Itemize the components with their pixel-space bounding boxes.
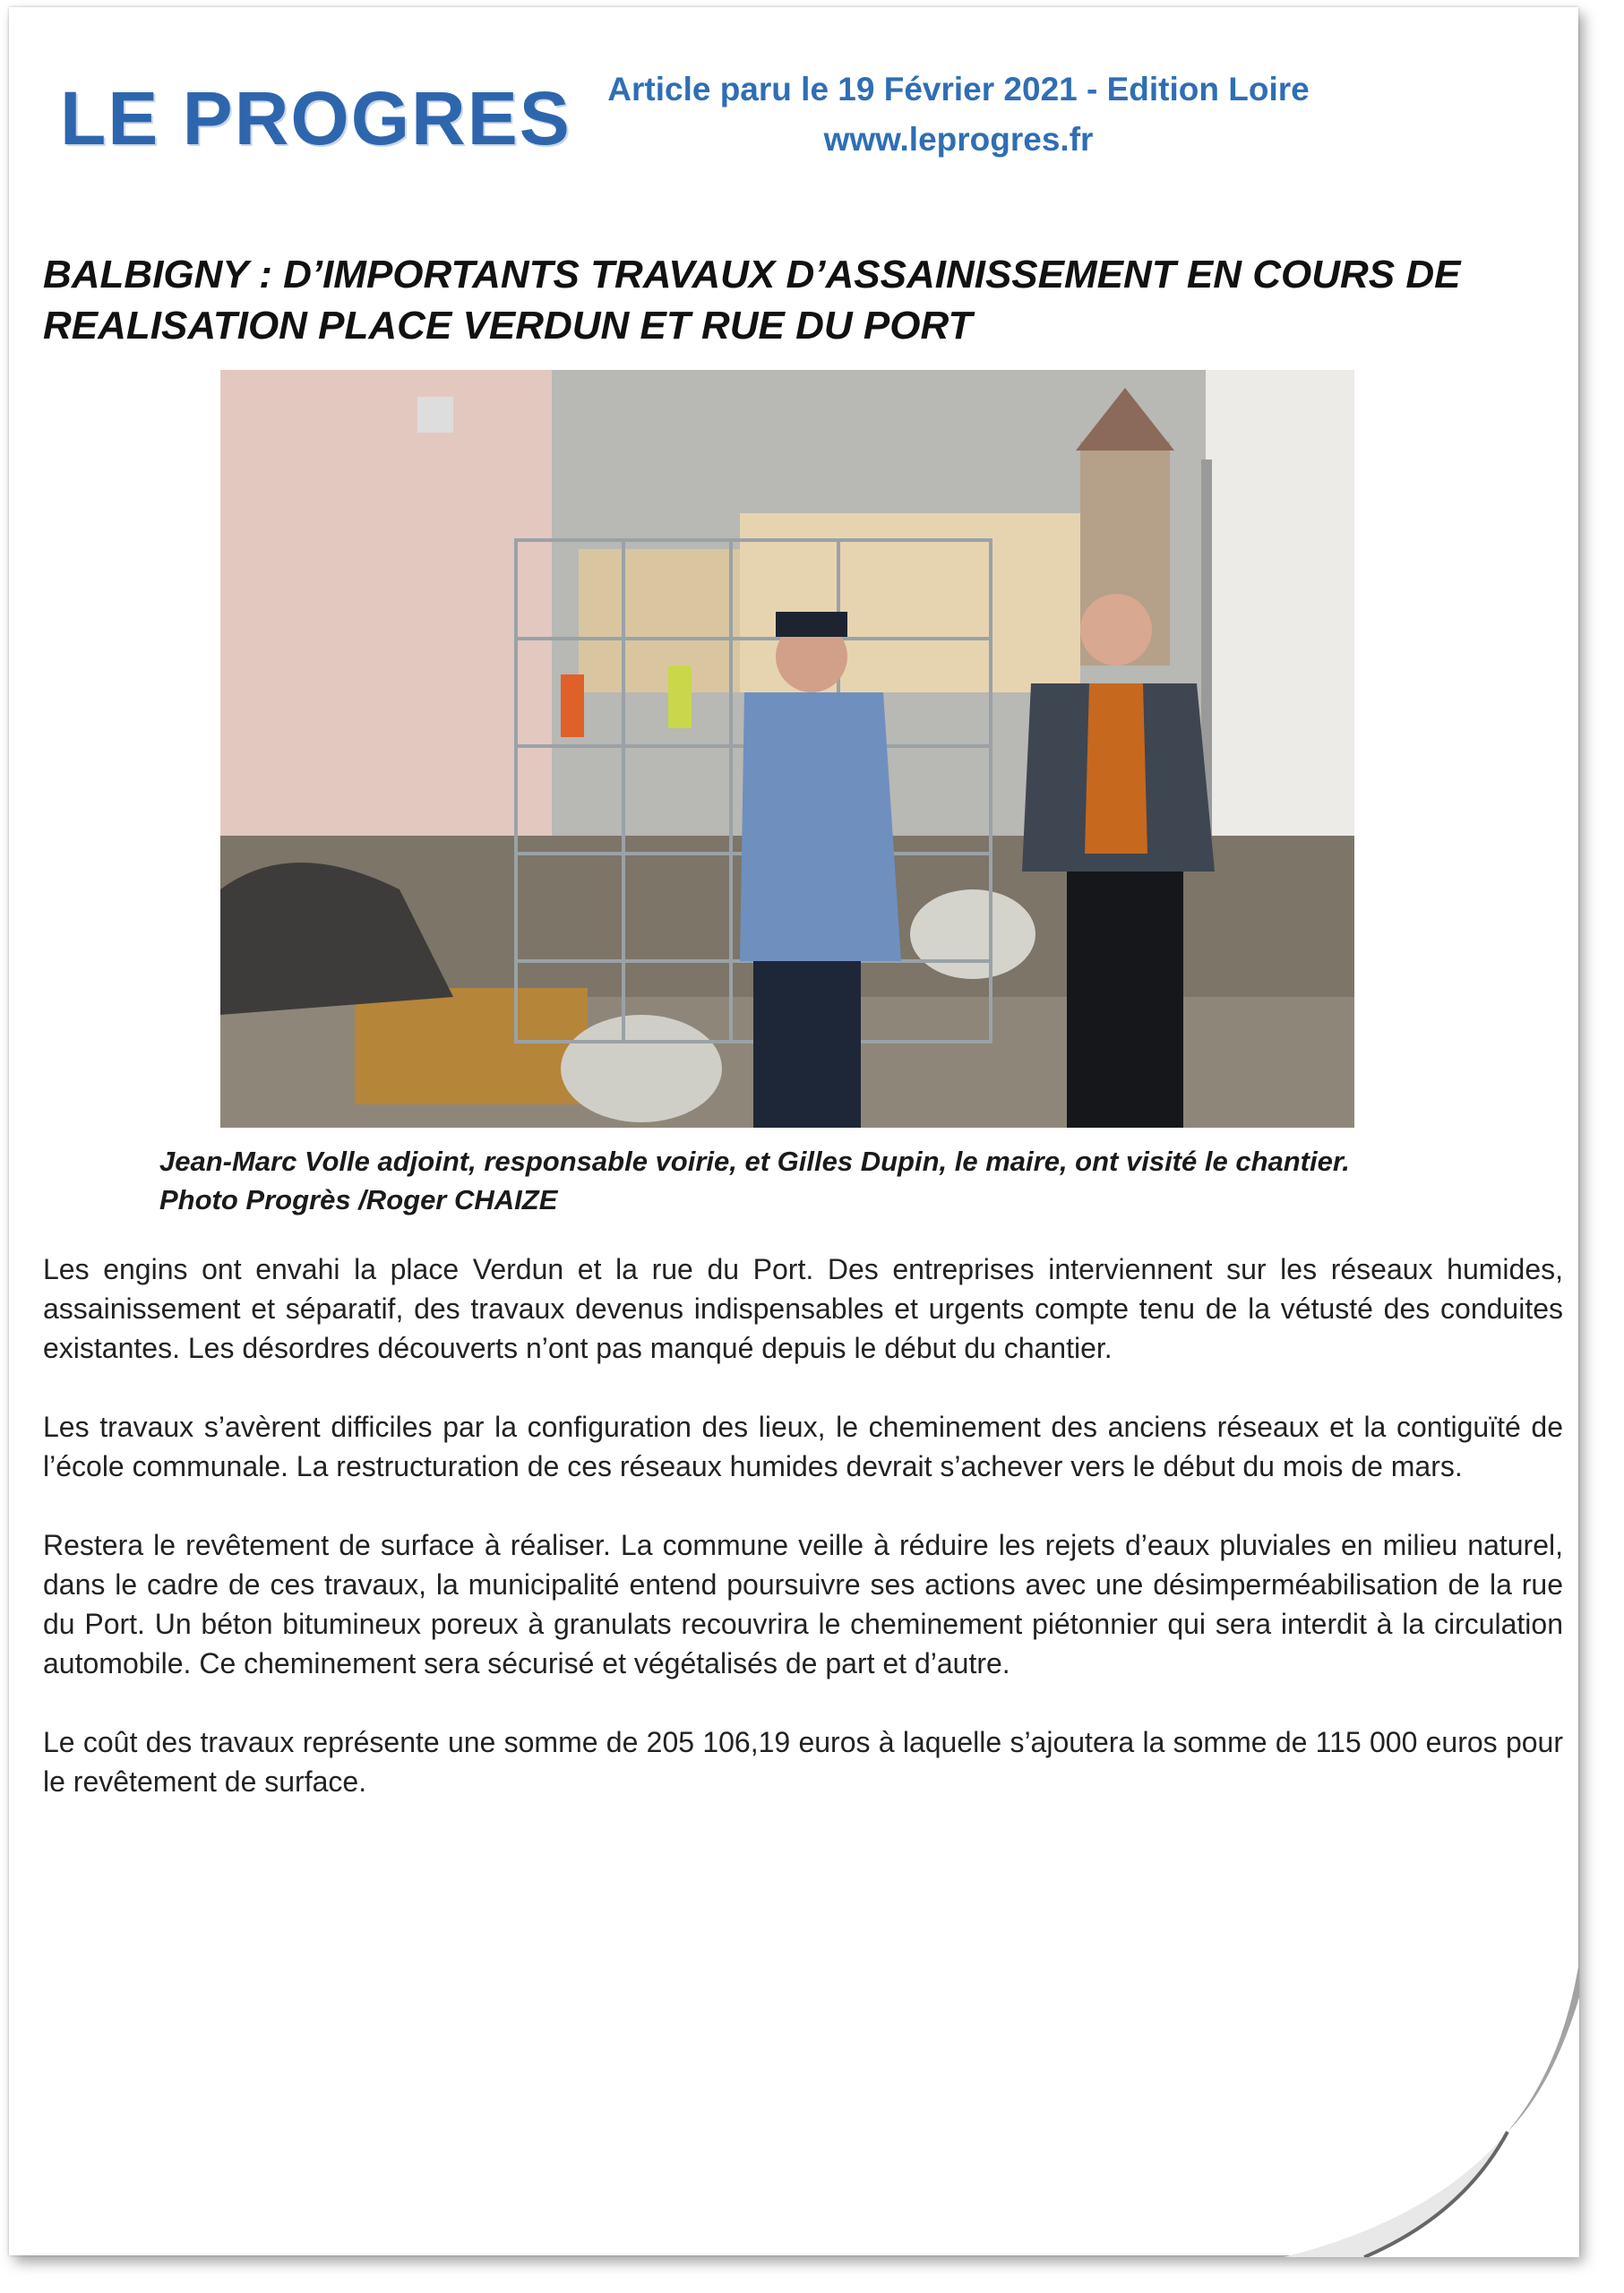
- article-headline: BALBIGNY : D’IMPORTANTS TRAVAUX D’ASSAINISSEMENT EN COURS DE REALISATION PLACE VERDUN ET RUE DU PORT: [43, 253, 1461, 348]
- photo-caption: [159, 1142, 1503, 1219]
- photo-credit: Photo Progrès /Roger CHAIZE: [159, 1184, 558, 1215]
- paragraph: Restera le revêtement de surface à réaliser. La commune veille à réduire les rejets d’eaux pluviales en milieu naturel, dans le cadre de ces travaux, la municipalité entend poursuivre ses actions avec une désimperméabilisation de la rue du Port. Un béton bitumineux poreux à granulats recouvrira le cheminement piétonnier qui sera interdit à la circulation automobile. Ce cheminement sera sécurisé et végétalisés de part et d’autre.: [43, 1529, 1563, 1679]
- website-link[interactable]: www.leprogres.fr: [823, 121, 1094, 158]
- paragraph: Le coût des travaux représente une somme de 205 106,19 euros à laquelle s’ajoutera la somme de 115 000 euros pour le revêtement de surface.: [43, 1726, 1563, 1798]
- publication-info: [573, 64, 1344, 165]
- le-progres-logo: LE PROGRES: [60, 76, 571, 160]
- paragraph: Les engins ont envahi la place Verdun et la rue du Port. Des entreprises interviennent sur les réseaux humides, assainissement et séparatif, des travaux devenus indispensables et urgents compte tenu de la vétusté des conduites existantes. Les désordres découverts n’ont pas manqué depuis le début du chantier.: [43, 1253, 1563, 1364]
- publication-date: Article paru le 19 Février 2021 - Edition Loire: [607, 71, 1310, 107]
- caption-text: Jean-Marc Volle adjoint, responsable voirie, et Gilles Dupin, le maire, ont visité le chantier.: [159, 1146, 1350, 1177]
- page-curl: [1284, 1962, 1579, 2257]
- article-photo: [220, 370, 1354, 1128]
- paragraph: Les travaux s’avèrent difficiles par la configuration des lieux, le cheminement des anciens réseaux et la contiguïté de l’école communale. La restructuration de ces réseaux humides devrait s’achever vers le début du mois de mars.: [43, 1411, 1563, 1482]
- article-body: [43, 1250, 1563, 1841]
